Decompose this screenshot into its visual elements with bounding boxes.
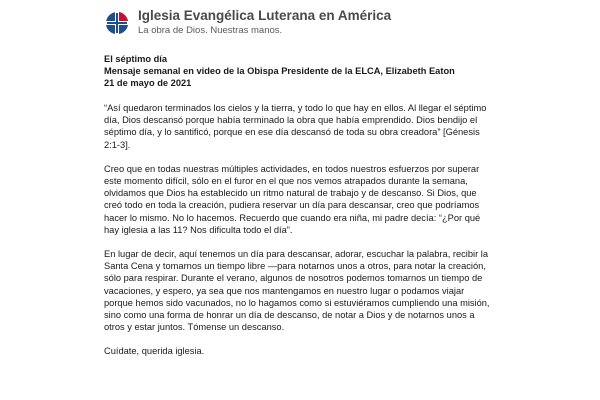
org-tagline: La obra de Dios. Nuestras manos. bbox=[138, 25, 283, 36]
elca-cross-logo-icon bbox=[104, 10, 130, 36]
paragraph-closing: Cuídate, querida iglesia. bbox=[104, 346, 205, 357]
document-body bbox=[104, 53, 494, 370]
paragraph-rhythm-of-rest: Creo que en todas nuestras múltiples actividades, en todos nuestros esfuerzos por superar este momento difícil, sólo en el furor en el que nos vemos atrapados durante la semana, olvidamos que Dios ha establecido un ritmo natural de trabajo y de descanso. Si Dios, que creó todo en toda la creación, pudiera reservar un día para descansar, creo que podríamos hacer lo mismo. No lo hacemos. Recuerdo que cuando era niña, mi padre decía: “¿Por qué hay iglesia a las 11? Nos dificulta todo el día”. bbox=[104, 164, 481, 235]
header bbox=[104, 8, 391, 37]
document-date: 21 de mayo de 2021 bbox=[104, 78, 192, 89]
paragraph-scripture-quote: “Así quedaron terminados los cielos y la tierra, y todo lo que hay en ellos. Al llegar el séptimo día, Dios descansó porque había terminado la obra que había emprendido. Dios bendijo el séptimo día, y lo santificó, porque en ese día descansó de toda su obra creadora” [Génesis 2:1-3]. bbox=[104, 103, 487, 150]
org-branding bbox=[138, 8, 391, 37]
document-meta bbox=[104, 53, 494, 89]
document-title: El séptimo día bbox=[104, 54, 168, 64]
paragraph-day-of-rest: En lugar de decir, aquí tenemos un día para descansar, adorar, escuchar la palabra, recibir la Santa Cena y tomarnos un tiempo libre —para notarnos unos a otros, para notar la creación, sólo para respirar. Durante el verano, algunos de nosotros podemos tomarnos un tiempo de vacaciones, y espero, ya sea que nos mantengamos en nuestro lugar o podamos viajar porque hemos sido vacunados, no lo hagamos como si estuviéramos cumpliendo una misión, sino como una forma de honrar un día de descanso, de notar a Dios y de notarnos unos a otros y estar juntos. Tómense un descanso. bbox=[104, 249, 490, 332]
document-subtitle: Mensaje semanal en video de la Obispa Presidente de la ELCA, Elizabeth Eaton bbox=[104, 66, 455, 77]
org-name: Iglesia Evangélica Luterana en América bbox=[138, 8, 392, 23]
